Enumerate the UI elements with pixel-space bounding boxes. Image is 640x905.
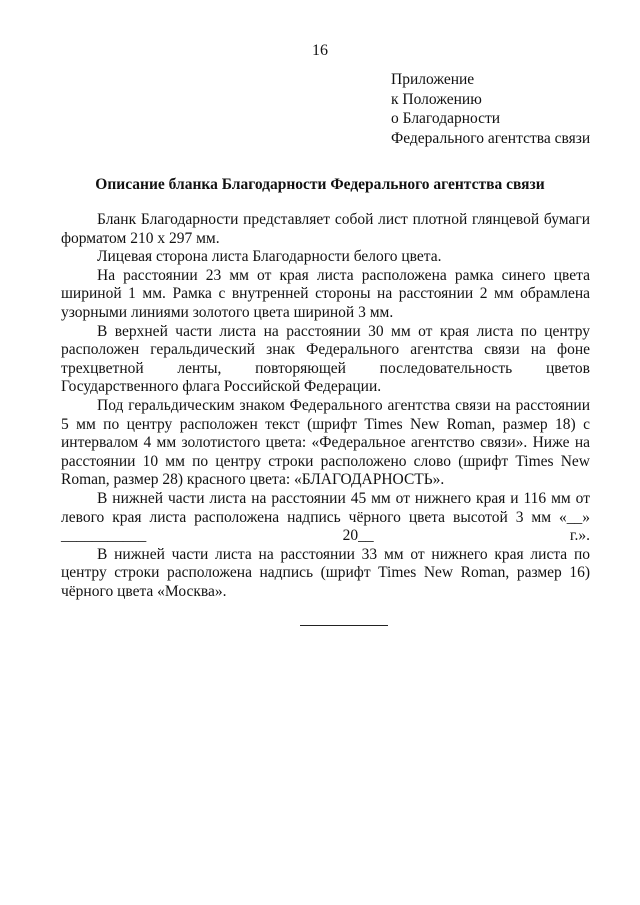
paragraph-emblem: В верхней части листа на расстоянии 30 мм от края листа по центру расположен геральдический знак Федерального агентства связи на фоне трехцветной ленты, повторяющей последовательность цветов Государственного флага Российской Федерации. xyxy=(61,322,590,396)
end-divider xyxy=(300,625,388,626)
appendix-line: Федерального агентства связи xyxy=(391,129,591,147)
document-body xyxy=(61,211,590,601)
document-title: Описание бланка Благодарности Федерального агентства связи xyxy=(95,176,545,193)
paragraph-agency-text: Под геральдическим знаком Федерального агентства связи на расстоянии 5 мм по центру расположен текст (шрифт Times New Roman, размер 18) с интервалом 4 мм золотистого цвета: «Федеральное агентство связи». Ниже на расстоянии 10 мм по центру строки расположено слово (шрифт Times New Roman, размер 28) красного цвета: «БЛАГОДАРНОСТЬ». xyxy=(61,396,590,489)
appendix-line: Приложение xyxy=(391,71,475,88)
paragraph-frame: На расстоянии 23 мм от края листа расположена рамка синего цвета шириной 1 мм. Рамка с внутренней стороны на расстоянии 2 мм обрамлена узорными линиями золотого цвета шириной 3 мм. xyxy=(61,266,590,321)
appendix-block xyxy=(391,70,590,148)
paragraph-city: В нижней части листа на расстоянии 33 мм от нижнего края листа по центру строки расположена надпись (шрифт Times New Roman, размер 16) чёрного цвета «Москва». xyxy=(61,545,590,600)
paragraph-front-side: Лицевая сторона листа Благодарности белого цвета. xyxy=(97,248,442,266)
paragraph-paper-format: Бланк Благодарности представляет собой лист плотной глянцевой бумаги форматом 210 х 297 мм. xyxy=(61,211,590,247)
appendix-line: к Положению xyxy=(391,90,482,108)
page-number: 16 xyxy=(312,42,328,59)
paragraph-date-line: В нижней части листа на расстоянии 45 мм от нижнего края и 116 мм от левого края листа расположена надпись чёрного цвета высотой 3 мм «__» ___________ 20__ г.». xyxy=(61,489,590,545)
appendix-line: о Благодарности xyxy=(391,110,501,127)
